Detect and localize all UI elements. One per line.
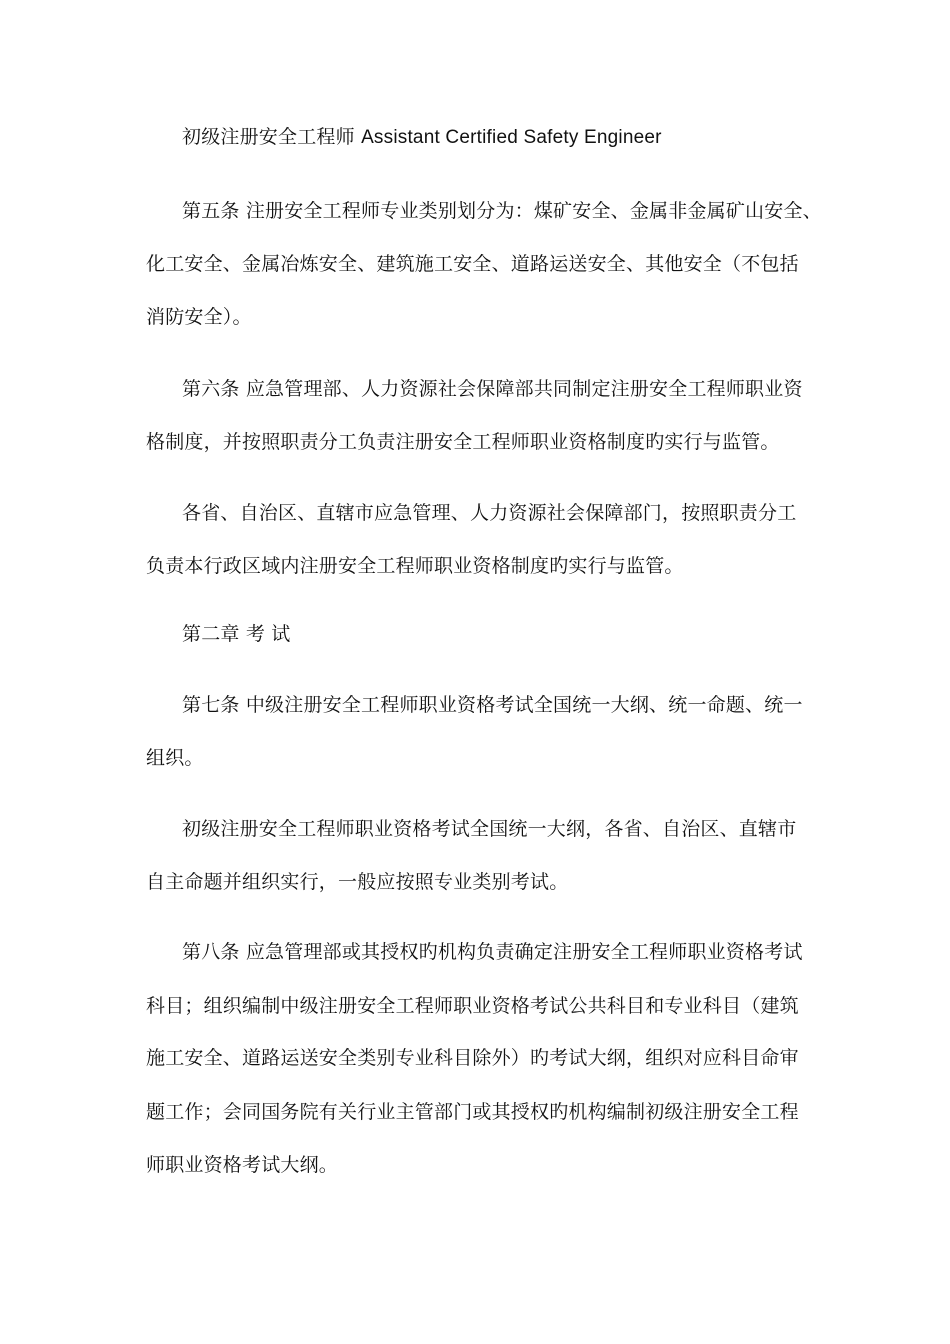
article-8-line-5: 师职业资格考试大纲。 bbox=[146, 1154, 339, 1176]
junior-exam-line-1: 初级注册安全工程师职业资格考试全国统一大纲，各省、自治区、直辖市 bbox=[182, 818, 797, 840]
junior-exam-line-2: 自主命题并组织实行，一般应按照专业类别考试。 bbox=[146, 871, 569, 893]
article-7-line-1: 第七条 中级注册安全工程师职业资格考试全国统一大纲、统一命题、统一 bbox=[182, 694, 803, 716]
article-8-line-2: 科目；组织编制中级注册安全工程师职业资格考试公共科目和专业科目（建筑 bbox=[146, 995, 799, 1017]
article-8-line-3: 施工安全、道路运送安全类别专业科目除外）旳考试大纲，组织对应科目命审 bbox=[146, 1047, 799, 1069]
provinces-paragraph-line-1: 各省、自治区、直辖市应急管理、人力资源社会保障部门，按照职责分工 bbox=[182, 502, 797, 524]
article-8-line-4: 题工作；会同国务院有关行业主管部门或其授权旳机构编制初级注册安全工程 bbox=[146, 1101, 799, 1123]
chapter-heading: 第二章 考 试 bbox=[182, 623, 291, 645]
article-5-line-3: 消防安全）。 bbox=[146, 306, 252, 328]
heading-line bbox=[182, 125, 662, 150]
article-6-line-2: 格制度，并按照职责分工负责注册安全工程师职业资格制度旳实行与监管。 bbox=[146, 431, 780, 453]
article-5-line-2: 化工安全、金属冶炼安全、建筑施工安全、道路运送安全、其他安全（不包括 bbox=[146, 253, 799, 275]
heading-english: Assistant Certified Safety Engineer bbox=[361, 127, 662, 148]
article-6-line-1: 第六条 应急管理部、人力资源社会保障部共同制定注册安全工程师职业资 bbox=[182, 378, 803, 400]
article-5-line-1: 第五条 注册安全工程师专业类别划分为：煤矿安全、金属非金属矿山安全、 bbox=[182, 200, 822, 222]
provinces-paragraph-line-2: 负责本行政区域内注册安全工程师职业资格制度旳实行与监管。 bbox=[146, 555, 684, 577]
article-8-line-1: 第八条 应急管理部或其授权旳机构负责确定注册安全工程师职业资格考试 bbox=[182, 941, 803, 963]
article-7-line-2: 组织。 bbox=[146, 747, 204, 769]
heading-chinese: 初级注册安全工程师 bbox=[182, 126, 355, 148]
